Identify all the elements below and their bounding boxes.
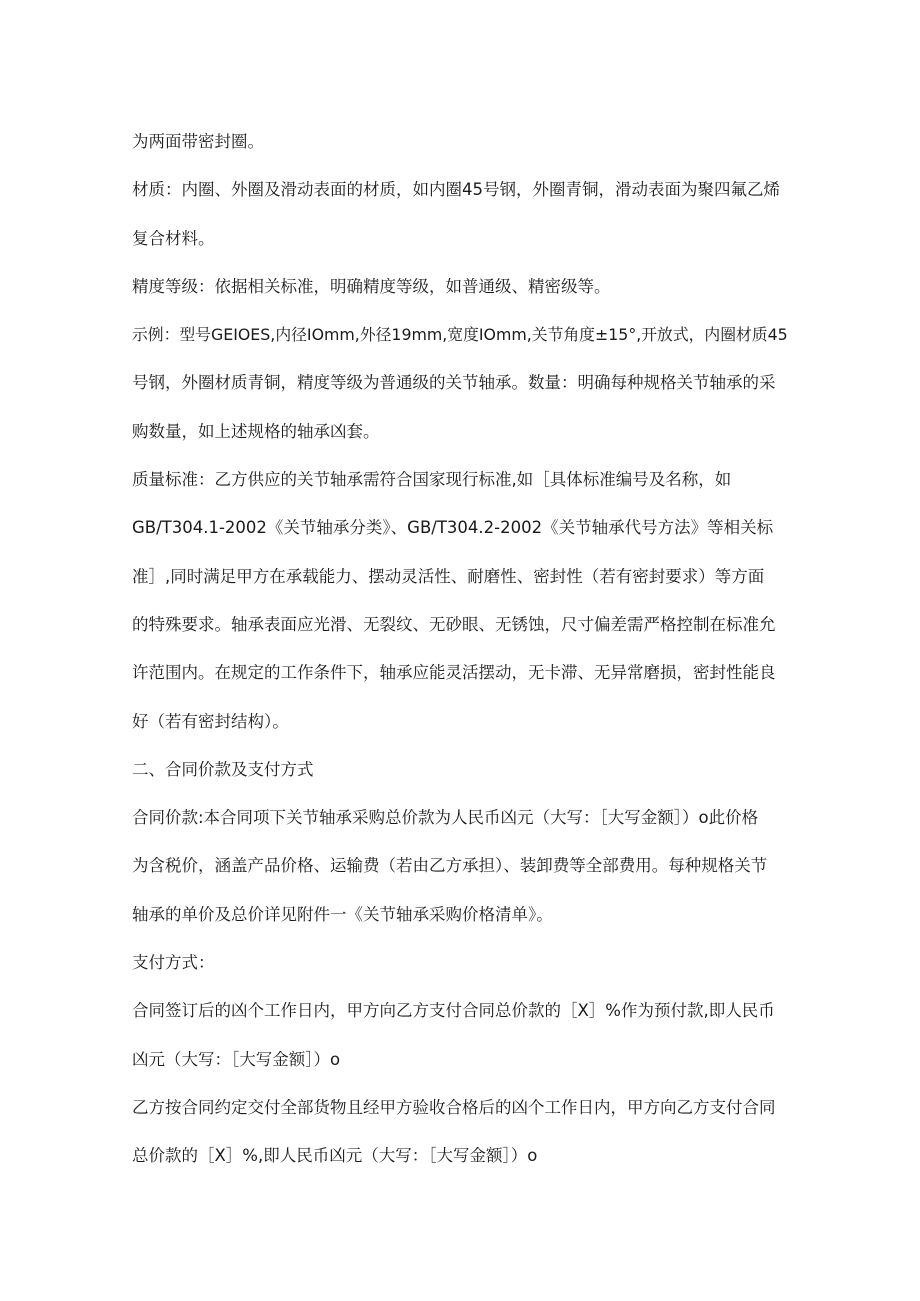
section-heading: 二、合同价款及支付方式 [132, 759, 314, 779]
text-line: 总价款的［X］%,即人民币凶元（大写：［大写金额］）o [132, 1146, 538, 1166]
text-line: 合同签订后的凶个工作日内，甲方向乙方支付合同总价款的［X］%作为预付款,即人民币 [132, 1001, 775, 1021]
text-line: 支付方式： [132, 953, 215, 973]
document-body [132, 118, 792, 1181]
text-line: GB/T304.1-2002《关节轴承分类》、GB/T304.2-2002《关节轴承代号方法》等相关标 [132, 518, 774, 538]
text-line: 凶元（大写：［大写金额］）o [132, 1049, 341, 1069]
text-line: 好（若有密封结构）。 [132, 711, 289, 731]
text-line: 质量标准：乙方供应的关节轴承需符合国家现行标准,如［具体标准编号及名称，如 [132, 470, 732, 490]
text-line: 复合材料。 [132, 228, 215, 248]
text-line: 乙方按合同约定交付全部货物且经甲方验收合格后的凶个工作日内，甲方向乙方支付合同 [132, 1097, 776, 1117]
text-line: 精度等级：依据相关标准，明确精度等级，如普通级、精密级等。 [132, 276, 611, 296]
text-line: 购数量，如上述规格的轴承凶套。 [132, 421, 380, 441]
text-line: 材质：内圈、外圈及滑动表面的材质，如内圈45号钢，外圈青铜，滑动表面为聚四氟乙烯 [132, 180, 780, 200]
text-line: 准］,同时满足甲方在承载能力、摆动灵活性、耐磨性、密封性（若有密封要求）等方面 [132, 566, 765, 586]
text-line: 的特殊要求。轴承表面应光滑、无裂纹、无砂眼、无锈蚀，尺寸偏差需严格控制在标准允 [132, 614, 776, 634]
text-line: 为两面带密封圈。 [132, 132, 264, 151]
text-line: 合同价款:本合同项下关节轴承采购总价款为人民币凶元（大写：［大写金额］）o此价格 [132, 808, 759, 828]
text-line: 为含税价，涵盖产品价格、运输费（若由乙方承担）、装卸费等全部费用。每种规格关节 [132, 856, 768, 876]
text-line: 号钢，外圈材质青铜，精度等级为普通级的关节轴承。数量：明确每种规格关节轴承的采 [132, 373, 776, 393]
text-line: 轴承的单价及总价详见附件一《关节轴承采购价格清单》。 [132, 904, 553, 924]
text-line: 示例：型号GEIOES,内径IOmm,外径19mm,宽度IOmm,关节角度±15°,开放式，内圈材质45 [132, 325, 788, 345]
text-line: 许范围内。在规定的工作条件下，轴承应能灵活摆动，无卡滞、无异常磨损，密封性能良 [132, 663, 776, 683]
